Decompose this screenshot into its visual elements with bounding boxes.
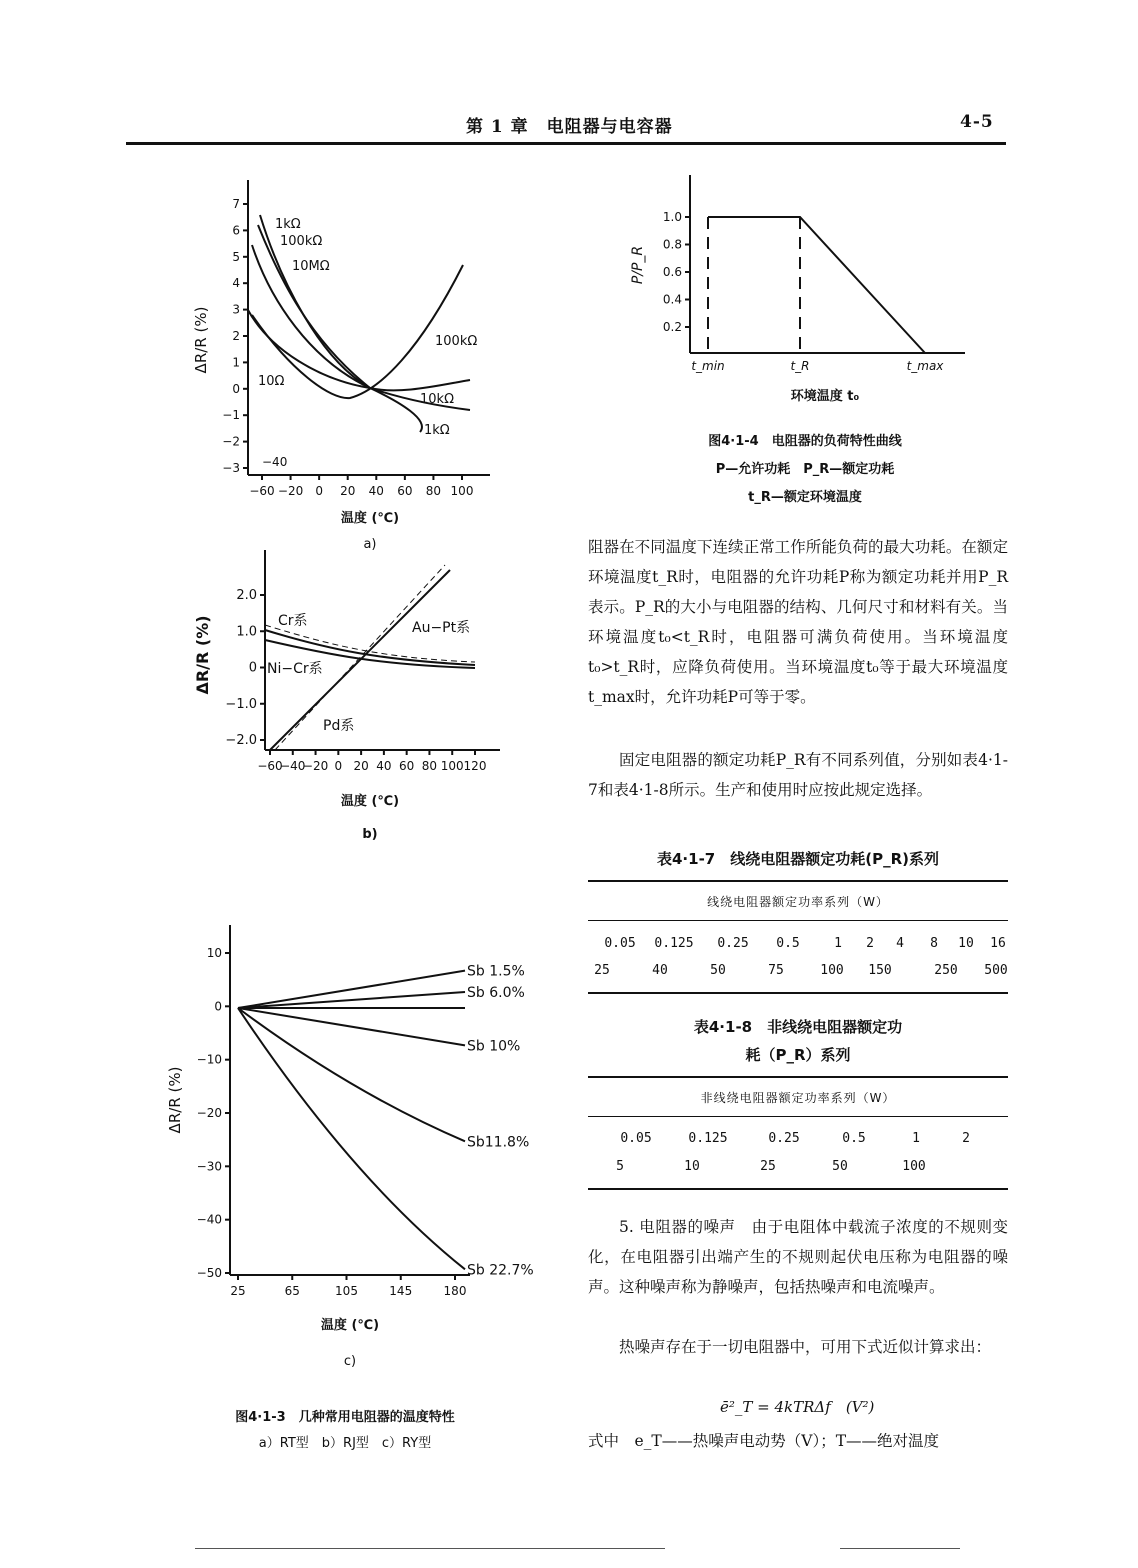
a-xticks-label: −20 bbox=[277, 484, 304, 498]
bottom-rule bbox=[195, 1548, 665, 1549]
c-yticks-label: −40 bbox=[196, 1212, 222, 1227]
table1-bottom-rule bbox=[588, 992, 1008, 994]
table-cell: 25 bbox=[594, 963, 610, 978]
table-cell: 1 bbox=[912, 1131, 920, 1146]
a-yticks-label: −1 bbox=[222, 408, 240, 423]
paragraph-3: 5. 电阻器的噪声 由于电阻体中载流子浓度的不规则变化，在电阻器引出端产生的不规则起伏电压称为电阻器的噪声。这种噪声称为静噪声，包括热噪声和电流噪声。 bbox=[588, 1218, 1008, 1296]
label-a-10M: 10MΩ bbox=[292, 259, 330, 274]
b-xticks-label: −40 bbox=[280, 759, 306, 773]
chart-b-xlabel: 温度 (℃) bbox=[340, 794, 400, 809]
label-au-pt: Au−Pt系 bbox=[412, 620, 471, 636]
fig14-line3: t_R—额定环境温度 bbox=[748, 490, 862, 505]
label-a-100k-2: 100kΩ bbox=[435, 334, 478, 349]
table2-bottom-rule bbox=[588, 1188, 1008, 1190]
c-xticks-label: 65 bbox=[284, 1284, 300, 1298]
table-cell: 0.5 bbox=[842, 1131, 866, 1146]
c-yticks-label: −30 bbox=[196, 1159, 222, 1174]
label-a-1k-2: 1kΩ bbox=[424, 423, 450, 438]
chart-c-series bbox=[238, 964, 534, 1279]
a-xticks-label: 0 bbox=[315, 484, 323, 498]
c-yticks-label: −20 bbox=[196, 1106, 222, 1120]
table-cell: 500 bbox=[984, 963, 1008, 978]
table2-header-rule bbox=[588, 1116, 1008, 1117]
chart-a-ylabel: ΔR/R (%) bbox=[192, 306, 210, 374]
chart-c-series-label: Sb 6.0% bbox=[467, 985, 525, 1001]
c-xticks-label: 180 bbox=[443, 1284, 467, 1298]
table2-top-rule bbox=[588, 1076, 1008, 1078]
label-cr: Cr系 bbox=[278, 613, 308, 629]
a-xticks-label: 100 bbox=[450, 484, 474, 498]
table-cell: 10 bbox=[684, 1159, 700, 1174]
paragraph-4: 热噪声存在于一切电阻器中，可用下式近似计算求出： bbox=[619, 1338, 992, 1356]
table1-header-rule bbox=[588, 920, 1008, 921]
b-xticks-label: −60 bbox=[257, 759, 283, 773]
table-cell: 25 bbox=[760, 1159, 776, 1174]
table-cell: 250 bbox=[934, 963, 958, 978]
b-xticks-label: 0 bbox=[334, 759, 343, 773]
a-yticks-label: 4 bbox=[232, 276, 240, 291]
b-yticks-label: 0 bbox=[248, 660, 257, 676]
b-xticks-label: −20 bbox=[302, 759, 329, 773]
table-cell: 2 bbox=[866, 936, 874, 951]
curve-au-pt bbox=[270, 570, 450, 750]
table-cell: 5 bbox=[616, 1159, 624, 1174]
paragraph-5: 式中 e_T——热噪声电动势（V）；T——绝对温度 bbox=[588, 1432, 940, 1450]
c-yticks-label: −10 bbox=[196, 1052, 222, 1067]
chart-d-ylabel: P/P_R bbox=[630, 245, 646, 285]
label-ni-cr: Ni−Cr系 bbox=[267, 661, 323, 677]
chart-c-series-line bbox=[238, 1008, 465, 1045]
chart-c-caption: c) bbox=[343, 1354, 357, 1369]
table-cell: 0.125 bbox=[654, 936, 694, 951]
a-yticks-label: 2 bbox=[232, 329, 240, 343]
chart-c-series-label: Sb 1.5% bbox=[467, 963, 525, 980]
d-yticks-label: 0.8 bbox=[662, 237, 682, 252]
table2-header: 非线绕电阻器额定功率系列（W） bbox=[700, 1091, 896, 1105]
chart-c-series-line bbox=[238, 1008, 465, 1141]
a-yticks-label: 5 bbox=[232, 249, 240, 264]
b-xticks-label: 40 bbox=[376, 759, 392, 773]
fig13-subtitle: a）RT型 b）RJ型 c）RY型 bbox=[258, 1436, 432, 1451]
b-yticks-label: −2.0 bbox=[225, 733, 257, 748]
tick-tmin: t_min bbox=[691, 359, 725, 373]
chart-c-ylabel: ΔR/R (%) bbox=[166, 1066, 184, 1134]
table-cell: 2 bbox=[962, 1131, 970, 1146]
curve-100k-a bbox=[258, 225, 470, 410]
chart-b bbox=[180, 540, 510, 840]
chart-d bbox=[620, 165, 980, 415]
chart-c bbox=[150, 915, 550, 1375]
table-cell: 50 bbox=[832, 1159, 848, 1174]
table2-row2 bbox=[588, 1159, 1008, 1183]
table-cell: 0.25 bbox=[717, 936, 749, 951]
table-cell: 8 bbox=[930, 936, 938, 951]
chart-c-series-label: Sb11.8% bbox=[467, 1134, 530, 1151]
curve-10M bbox=[252, 245, 470, 390]
chart-a-xlabel: 温度 (℃) bbox=[340, 511, 400, 526]
a-xticks-label: 20 bbox=[340, 484, 356, 498]
b-yticks-label: 1.0 bbox=[236, 624, 257, 640]
table2-title-line1: 表4·1-8 非线绕电阻器额定功 bbox=[693, 1018, 903, 1036]
table2-row1 bbox=[588, 1131, 1008, 1155]
c-yticks-label: 10 bbox=[206, 946, 222, 960]
chapter-title: 第 1 章 电阻器与电容器 bbox=[466, 117, 673, 137]
chart-a bbox=[180, 170, 510, 550]
a-yticks-label: 7 bbox=[232, 197, 240, 211]
b-xticks-label: 20 bbox=[353, 759, 369, 773]
table1-header: 线绕电阻器额定功率系列（W） bbox=[707, 895, 889, 909]
a-yticks-label: −2 bbox=[222, 434, 240, 449]
a-xticks-label: 80 bbox=[425, 484, 442, 498]
table-cell: 0.05 bbox=[620, 1131, 652, 1146]
label-pd: Pd系 bbox=[323, 718, 355, 734]
load-curve bbox=[708, 217, 925, 353]
formula: ē²_T = 4kTRΔf (V²) bbox=[720, 1398, 875, 1416]
tick-tR: t_R bbox=[790, 359, 810, 373]
b-yticks-label: −1.0 bbox=[225, 696, 257, 712]
d-yticks-label: 0.6 bbox=[662, 265, 682, 279]
table-cell: 100 bbox=[902, 1159, 926, 1174]
table-cell: 16 bbox=[990, 936, 1006, 951]
table-cell: 0.25 bbox=[768, 1131, 800, 1146]
c-yticks-label: 0 bbox=[214, 999, 222, 1014]
table-cell: 0.05 bbox=[604, 936, 636, 951]
a-yticks-label: −3 bbox=[222, 461, 240, 475]
a-xticks-label: 40 bbox=[368, 484, 384, 498]
d-yticks-label: 0.4 bbox=[662, 292, 682, 307]
label-a-100k: 100kΩ bbox=[280, 234, 323, 249]
chart-d-y-ticks bbox=[663, 210, 690, 334]
chart-c-series-label: Sb 10% bbox=[467, 1038, 521, 1055]
chart-c-xlabel: 温度 (℃) bbox=[320, 1318, 380, 1333]
chart-c-x-ticks bbox=[230, 1275, 466, 1298]
table-cell: 4 bbox=[896, 936, 904, 951]
a-yticks-label: 0 bbox=[232, 381, 240, 396]
table-cell: 1 bbox=[834, 936, 842, 951]
table1-top-rule bbox=[588, 880, 1008, 882]
a-xticks-label: −60 bbox=[249, 484, 275, 498]
a-yticks-label: 1 bbox=[232, 355, 240, 370]
curve-pd bbox=[275, 565, 445, 750]
b-xticks-label: 100 bbox=[440, 759, 464, 773]
chart-a-y-ticks bbox=[222, 197, 248, 475]
tick-tmax: t_max bbox=[906, 359, 944, 373]
label-a-minus40: −40 bbox=[262, 455, 288, 469]
fig14-title: 图4·1-4 电阻器的负荷特性曲线 bbox=[708, 434, 902, 449]
chart-b-caption: b) bbox=[362, 827, 378, 840]
label-a-1k: 1kΩ bbox=[275, 217, 301, 232]
paragraph-1: 阻器在不同温度下连续正常工作所能负荷的最大功耗。在额定环境温度t_R时，电阻器的允许功耗P称为额定功耗并用P_R表示。P_R的大小与电阻器的结构、几何尺寸和材料有关。当环境温度t₀<t_R时，电阻器可满负荷使用。当环境温度t₀>t_R时，应降负荷使用。当环境温度t₀等于最大环境温度t_max时，允许功耗P可等于零。 bbox=[588, 538, 1008, 706]
table-cell: 0.125 bbox=[688, 1131, 728, 1146]
header-rule bbox=[126, 142, 1006, 145]
chart-c-series-line bbox=[238, 971, 465, 1008]
table-cell: 10 bbox=[958, 936, 974, 951]
label-a-10: 10Ω bbox=[258, 374, 285, 389]
table2-title-line2: 耗（P_R）系列 bbox=[745, 1046, 851, 1064]
c-xticks-label: 25 bbox=[230, 1284, 246, 1298]
chart-b-x-ticks bbox=[257, 750, 486, 773]
c-xticks-label: 105 bbox=[335, 1284, 358, 1298]
table-cell: 40 bbox=[652, 963, 668, 978]
label-a-10k: 10kΩ bbox=[420, 392, 455, 407]
chart-c-y-ticks bbox=[197, 946, 230, 1280]
table-cell: 100 bbox=[820, 963, 844, 978]
b-xticks-label: 60 bbox=[399, 759, 415, 773]
b-xticks-label: 80 bbox=[421, 759, 438, 773]
table-cell: 50 bbox=[710, 963, 726, 978]
table1-title: 表4·1-7 线绕电阻器额定功耗(P_R)系列 bbox=[657, 850, 939, 868]
table-cell: 75 bbox=[768, 963, 784, 978]
d-yticks-label: 0.2 bbox=[662, 320, 682, 334]
chart-c-series-label: Sb 22.7% bbox=[467, 1262, 534, 1279]
a-yticks-label: 6 bbox=[232, 223, 240, 238]
d-yticks-label: 1.0 bbox=[662, 210, 682, 224]
table-cell: 150 bbox=[868, 963, 892, 978]
c-xticks-label: 145 bbox=[389, 1284, 413, 1298]
chart-b-ylabel: ΔR/R (%) bbox=[193, 615, 212, 695]
chart-c-series-line bbox=[238, 992, 465, 1008]
chart-d-xlabel: 环境温度 t₀ bbox=[790, 389, 860, 404]
fig14-line2: P—允许功耗 P_R—额定功耗 bbox=[715, 462, 895, 477]
chart-b-y-ticks bbox=[225, 588, 265, 748]
table-cell: 0.5 bbox=[776, 936, 800, 951]
b-xticks-label: 120 bbox=[463, 759, 487, 773]
table1-row1 bbox=[588, 936, 1008, 960]
chart-c-series-line bbox=[238, 1008, 465, 1269]
page-number: 4-5 bbox=[960, 112, 994, 132]
table1-row2 bbox=[588, 963, 1008, 987]
c-yticks-label: −50 bbox=[196, 1266, 222, 1280]
chart-a-x-ticks bbox=[249, 475, 473, 498]
paragraph-2: 固定电阻器的额定功耗P_R有不同系列值，分别如表4·1-7和表4·1-8所示。生产和使用时应按此规定选择。 bbox=[588, 751, 1008, 799]
bottom-rule-2 bbox=[840, 1548, 960, 1549]
fig13-title: 图4·1-3 几种常用电阻器的温度特性 bbox=[235, 1410, 455, 1425]
chart-a-caption: a) bbox=[363, 537, 377, 550]
a-xticks-label: 60 bbox=[397, 484, 413, 498]
a-yticks-label: 3 bbox=[232, 302, 240, 317]
b-yticks-label: 2.0 bbox=[236, 588, 257, 603]
